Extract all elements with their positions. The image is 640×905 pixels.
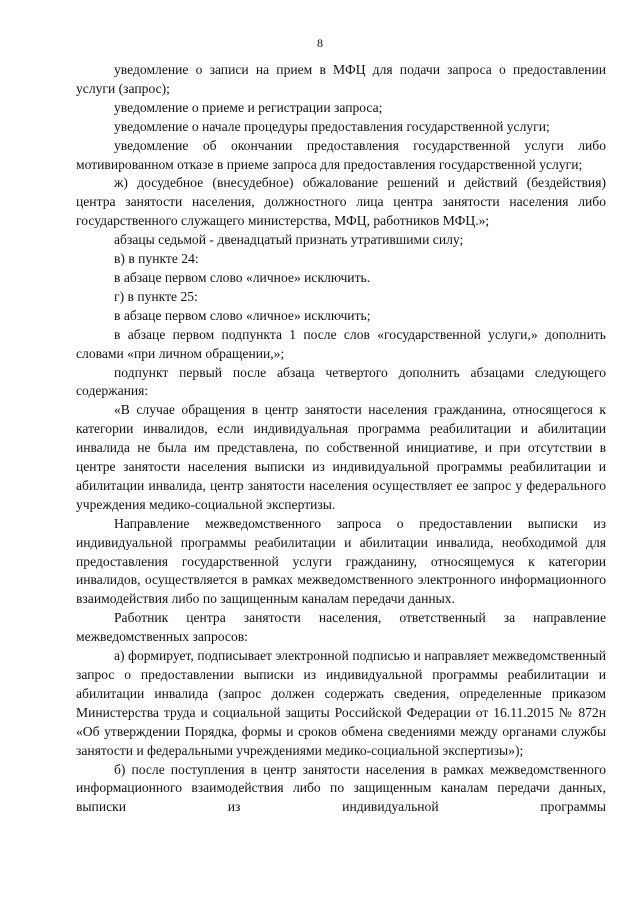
paragraph-13: «В случае обращения в центр занятости населения гражданина, относящегося к категории инвалидов, если индивидуальная программа реабилитации и абилитации инвалида не была им представлена, по собственной инициативе, и при отсутствии в центре занятости населения выписки из индивидуальной программы реабилитации и абилитации инвалида, центр занятости населения осуществляет ее запрос у федерального учреждения медико-социальной экспертизы.: [76, 402, 606, 512]
paragraph-3: уведомление о начале процедуры предоставления государственной услуги;: [114, 118, 550, 134]
paragraph-10: в абзаце первом слово «личное» исключить;: [114, 307, 371, 323]
paragraph-14: Направление межведомственного запроса о предоставлении выписки из индивидуальной программы реабилитации и абилитации инвалида, необходимой для предоставления государственной услуги гражданину, относящемуся к категории инвалидов, осуществляется в рамках межведомственного электронного информационного взаимодействия либо по защищенным каналам передачи данных.: [76, 515, 606, 607]
paragraph-16: а) формирует, подписывает электронной подписью и направляет межведомственный запрос о предоставлении выписки из индивидуальной программы реабилитации и абилитации инвалида (запрос должен содержать сведения, определенные приказом Министерства труда и социальной защиты Российской Федерации от 16.11.2015 № 872н «Об утверждении Порядка, формы и сроков обмена сведениями между органами службы занятости и федеральными учреждениями медико-социальной экспертизы»);: [76, 648, 606, 758]
paragraph-17: б) после поступления в центр занятости населения в рамках межведомственного информационного взаимодействия либо по защищенным каналам передачи данных, выписки из индивидуальной программы: [76, 761, 606, 815]
paragraph-9: г) в пункте 25:: [114, 288, 198, 304]
paragraph-15: Работник центра занятости населения, ответственный за направление межведомственных запросов:: [76, 610, 606, 645]
paragraph-2: уведомление о приеме и регистрации запроса;: [114, 99, 383, 115]
paragraph-6: абзацы седьмой - двенадцатый признать утратившими силу;: [114, 232, 464, 248]
paragraph-12: подпункт первый после абзаца четвертого дополнить абзацами следующего содержания:: [76, 364, 606, 399]
paragraph-7: в) в пункте 24:: [114, 251, 199, 267]
paragraph-4: уведомление об окончании предоставления государственной услуги либо мотивированном отказе в приеме запроса для предоставления государственной услуги;: [76, 137, 606, 172]
paragraph-8: в абзаце первом слово «личное» исключить.: [114, 269, 371, 285]
paragraph-11: в абзаце первом подпункта 1 после слов «государственной услуги,» дополнить словами «при личном обращении,»;: [76, 326, 606, 361]
paragraph-5: ж) досудебное (внесудебное) обжалование решений и действий (бездействия) центра занятости населения, должностного лица центра занятости населения либо государственного служащего министерства, МФЦ, работников МФЦ.»;: [76, 175, 606, 229]
page-number: 8: [317, 36, 323, 50]
document-body: [76, 61, 606, 817]
paragraph-1: уведомление о записи на прием в МФЦ для подачи запроса о предоставлении услуги (запрос);: [76, 62, 606, 96]
